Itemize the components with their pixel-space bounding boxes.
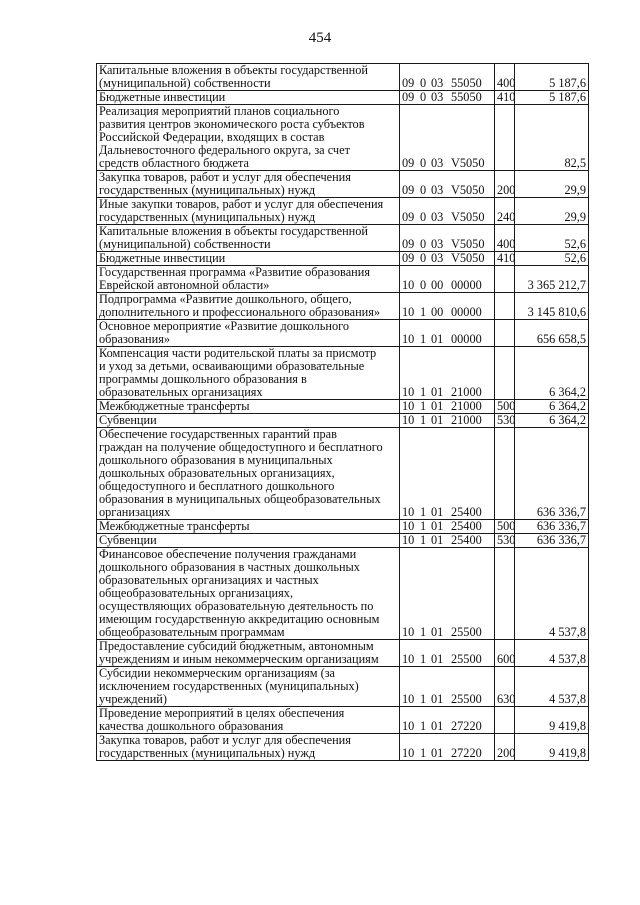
row-code bbox=[400, 534, 495, 548]
row-name: Иные закупки товаров, работ и услуг для обеспечения государственных (муниципальных) нужд bbox=[97, 198, 400, 225]
code-csr: 25500 bbox=[451, 692, 482, 706]
table-row bbox=[97, 91, 589, 105]
row-code bbox=[400, 266, 495, 293]
code-pr: 0 bbox=[420, 90, 427, 104]
code-csr: 27220 bbox=[451, 719, 482, 733]
code-csr: 27220 bbox=[451, 746, 482, 760]
row-amount: 82,5 bbox=[515, 105, 589, 171]
row-expense-type: 200 bbox=[495, 734, 515, 761]
row-amount: 4 537,8 bbox=[515, 640, 589, 667]
row-expense-type: 240 bbox=[495, 198, 515, 225]
row-amount: 6 364,2 bbox=[515, 414, 589, 428]
table-row bbox=[97, 293, 589, 320]
row-amount: 636 336,7 bbox=[515, 520, 589, 534]
row-amount: 52,6 bbox=[515, 225, 589, 252]
table-row bbox=[97, 414, 589, 428]
row-amount: 29,9 bbox=[515, 198, 589, 225]
row-name: Капитальные вложения в объекты государственной (муниципальной) собственности bbox=[97, 64, 400, 91]
row-code bbox=[400, 105, 495, 171]
code-rz: 10 bbox=[402, 692, 415, 706]
row-code bbox=[400, 640, 495, 667]
row-amount: 656 658,5 bbox=[515, 320, 589, 347]
page-number: 454 bbox=[308, 30, 332, 46]
code-pr: 1 bbox=[420, 692, 427, 706]
budget-table-body bbox=[97, 64, 589, 761]
code-pr: 1 bbox=[420, 399, 427, 413]
row-name: Межбюджетные трансферты bbox=[97, 400, 400, 414]
row-name: Обеспечение государственных гарантий прав граждан на получение общедоступного и бесплатного дошкольного образования в муниципальных дошкольных образовательных организациях, общедоступного и бесплатного дошкольного образования в муниципальных общеобразовательных организациях bbox=[97, 428, 400, 520]
code-csr: 21000 bbox=[451, 413, 482, 427]
row-name: Субвенции bbox=[97, 414, 400, 428]
code-pr: 1 bbox=[420, 625, 427, 639]
row-name: Бюджетные инвестиции bbox=[97, 91, 400, 105]
code-csr: 25400 bbox=[451, 519, 482, 533]
code-sp: 01 bbox=[431, 719, 444, 733]
code-csr: 25500 bbox=[451, 652, 482, 666]
budget-table bbox=[96, 63, 589, 761]
row-code bbox=[400, 293, 495, 320]
code-pr: 1 bbox=[420, 533, 427, 547]
row-code bbox=[400, 171, 495, 198]
code-pr: 1 bbox=[420, 305, 427, 319]
code-sp: 00 bbox=[431, 278, 444, 292]
code-pr: 0 bbox=[420, 76, 427, 90]
table-row bbox=[97, 548, 589, 640]
code-pr: 0 bbox=[420, 251, 427, 265]
table-row bbox=[97, 64, 589, 91]
row-amount: 636 336,7 bbox=[515, 534, 589, 548]
code-rz: 10 bbox=[402, 505, 415, 519]
row-code bbox=[400, 64, 495, 91]
code-rz: 10 bbox=[402, 746, 415, 760]
row-expense-type: 200 bbox=[495, 171, 515, 198]
code-pr: 1 bbox=[420, 719, 427, 733]
code-rz: 09 bbox=[402, 183, 415, 197]
code-sp: 01 bbox=[431, 533, 444, 547]
row-expense-type: 530 bbox=[495, 534, 515, 548]
code-csr: 00000 bbox=[451, 278, 482, 292]
row-code bbox=[400, 320, 495, 347]
code-rz: 09 bbox=[402, 90, 415, 104]
table-row bbox=[97, 400, 589, 414]
row-code bbox=[400, 400, 495, 414]
code-pr: 0 bbox=[420, 156, 427, 170]
code-csr: 25500 bbox=[451, 625, 482, 639]
row-code bbox=[400, 225, 495, 252]
row-amount: 6 364,2 bbox=[515, 347, 589, 400]
row-code bbox=[400, 198, 495, 225]
row-expense-type bbox=[495, 293, 515, 320]
row-expense-type: 530 bbox=[495, 414, 515, 428]
row-name: Основное мероприятие «Развитие дошкольного образования» bbox=[97, 320, 400, 347]
code-sp: 01 bbox=[431, 652, 444, 666]
row-expense-type: 500 bbox=[495, 520, 515, 534]
row-name: Капитальные вложения в объекты государственной (муниципальной) собственности bbox=[97, 225, 400, 252]
code-rz: 10 bbox=[402, 413, 415, 427]
row-expense-type bbox=[495, 428, 515, 520]
code-pr: 0 bbox=[420, 278, 427, 292]
table-row bbox=[97, 707, 589, 734]
code-csr: V5050 bbox=[451, 156, 485, 170]
code-pr: 1 bbox=[420, 505, 427, 519]
code-pr: 1 bbox=[420, 519, 427, 533]
row-expense-type bbox=[495, 548, 515, 640]
code-sp: 01 bbox=[431, 332, 444, 346]
code-csr: 21000 bbox=[451, 385, 482, 399]
row-amount: 29,9 bbox=[515, 171, 589, 198]
code-pr: 0 bbox=[420, 183, 427, 197]
code-sp: 01 bbox=[431, 519, 444, 533]
table-row bbox=[97, 171, 589, 198]
row-expense-type: 410 bbox=[495, 252, 515, 266]
code-pr: 0 bbox=[420, 210, 427, 224]
row-name: Закупка товаров, работ и услуг для обеспечения государственных (муниципальных) нужд bbox=[97, 171, 400, 198]
row-name: Закупка товаров, работ и услуг для обеспечения государственных (муниципальных) нужд bbox=[97, 734, 400, 761]
row-code bbox=[400, 428, 495, 520]
table-row bbox=[97, 428, 589, 520]
row-expense-type bbox=[495, 347, 515, 400]
code-pr: 1 bbox=[420, 385, 427, 399]
row-amount: 6 364,2 bbox=[515, 400, 589, 414]
code-rz: 10 bbox=[402, 305, 415, 319]
row-code bbox=[400, 252, 495, 266]
row-expense-type bbox=[495, 266, 515, 293]
row-amount: 5 187,6 bbox=[515, 91, 589, 105]
row-name: Субвенции bbox=[97, 534, 400, 548]
table-row bbox=[97, 225, 589, 252]
row-amount: 9 419,8 bbox=[515, 734, 589, 761]
code-csr: V5050 bbox=[451, 251, 485, 265]
row-amount: 4 537,8 bbox=[515, 667, 589, 707]
row-name: Реализация мероприятий планов социального развития центров экономического роста субъектов Российской Федерации, входящих в состав Дальневосточного федерального округа, за счет средств областного бюджета bbox=[97, 105, 400, 171]
row-expense-type: 500 bbox=[495, 400, 515, 414]
row-code bbox=[400, 347, 495, 400]
row-code bbox=[400, 91, 495, 105]
code-sp: 03 bbox=[431, 210, 444, 224]
row-amount: 5 187,6 bbox=[515, 64, 589, 91]
code-csr: 25400 bbox=[451, 505, 482, 519]
row-amount: 3 365 212,7 bbox=[515, 266, 589, 293]
code-rz: 09 bbox=[402, 237, 415, 251]
row-code bbox=[400, 734, 495, 761]
code-csr: 00000 bbox=[451, 332, 482, 346]
code-pr: 1 bbox=[420, 332, 427, 346]
row-code bbox=[400, 520, 495, 534]
row-name: Бюджетные инвестиции bbox=[97, 252, 400, 266]
row-code bbox=[400, 414, 495, 428]
row-expense-type bbox=[495, 105, 515, 171]
code-sp: 03 bbox=[431, 237, 444, 251]
table-row bbox=[97, 266, 589, 293]
code-sp: 01 bbox=[431, 399, 444, 413]
code-rz: 09 bbox=[402, 76, 415, 90]
row-name: Проведение мероприятий в целях обеспечения качества дошкольного образования bbox=[97, 707, 400, 734]
row-name: Межбюджетные трансферты bbox=[97, 520, 400, 534]
code-sp: 03 bbox=[431, 156, 444, 170]
row-amount: 4 537,8 bbox=[515, 548, 589, 640]
code-sp: 03 bbox=[431, 251, 444, 265]
table-row bbox=[97, 105, 589, 171]
code-sp: 01 bbox=[431, 746, 444, 760]
row-amount: 636 336,7 bbox=[515, 428, 589, 520]
code-rz: 10 bbox=[402, 519, 415, 533]
code-rz: 09 bbox=[402, 251, 415, 265]
code-sp: 01 bbox=[431, 385, 444, 399]
row-code bbox=[400, 548, 495, 640]
code-pr: 1 bbox=[420, 413, 427, 427]
row-amount: 9 419,8 bbox=[515, 707, 589, 734]
row-code bbox=[400, 707, 495, 734]
code-sp: 03 bbox=[431, 90, 444, 104]
row-name: Субсидии некоммерческим организациям (за исключением государственных (муниципальных) учреждений) bbox=[97, 667, 400, 707]
table-row bbox=[97, 320, 589, 347]
code-sp: 03 bbox=[431, 183, 444, 197]
row-expense-type: 400 bbox=[495, 225, 515, 252]
code-rz: 10 bbox=[402, 385, 415, 399]
row-expense-type bbox=[495, 707, 515, 734]
code-rz: 10 bbox=[402, 719, 415, 733]
row-expense-type: 410 bbox=[495, 91, 515, 105]
code-rz: 10 bbox=[402, 625, 415, 639]
code-rz: 09 bbox=[402, 210, 415, 224]
row-name: Предоставление субсидий бюджетным, автономным учреждениям и иным некоммерческим организациям bbox=[97, 640, 400, 667]
code-sp: 01 bbox=[431, 505, 444, 519]
table-row bbox=[97, 198, 589, 225]
code-pr: 1 bbox=[420, 652, 427, 666]
table-row bbox=[97, 347, 589, 400]
row-name: Подпрограмма «Развитие дошкольного, общего, дополнительного и профессионального образования» bbox=[97, 293, 400, 320]
row-code bbox=[400, 667, 495, 707]
row-expense-type: 600 bbox=[495, 640, 515, 667]
code-sp: 01 bbox=[431, 625, 444, 639]
row-expense-type bbox=[495, 320, 515, 347]
code-sp: 01 bbox=[431, 413, 444, 427]
code-csr: 00000 bbox=[451, 305, 482, 319]
code-csr: V5050 bbox=[451, 237, 485, 251]
code-csr: V5050 bbox=[451, 183, 485, 197]
row-amount: 3 145 810,6 bbox=[515, 293, 589, 320]
code-sp: 03 bbox=[431, 76, 444, 90]
row-name: Государственная программа «Развитие образования Еврейской автономной области» bbox=[97, 266, 400, 293]
code-csr: 55050 bbox=[451, 90, 482, 104]
code-pr: 1 bbox=[420, 746, 427, 760]
code-rz: 10 bbox=[402, 332, 415, 346]
table-row bbox=[97, 252, 589, 266]
code-rz: 10 bbox=[402, 533, 415, 547]
table-row bbox=[97, 534, 589, 548]
code-csr: V5050 bbox=[451, 210, 485, 224]
code-csr: 55050 bbox=[451, 76, 482, 90]
code-rz: 10 bbox=[402, 278, 415, 292]
code-sp: 00 bbox=[431, 305, 444, 319]
row-amount: 52,6 bbox=[515, 252, 589, 266]
table-row bbox=[97, 520, 589, 534]
code-rz: 09 bbox=[402, 156, 415, 170]
code-csr: 25400 bbox=[451, 533, 482, 547]
code-rz: 10 bbox=[402, 399, 415, 413]
row-expense-type: 630 bbox=[495, 667, 515, 707]
table-row bbox=[97, 734, 589, 761]
code-csr: 21000 bbox=[451, 399, 482, 413]
code-rz: 10 bbox=[402, 652, 415, 666]
table-row bbox=[97, 640, 589, 667]
code-sp: 01 bbox=[431, 692, 444, 706]
code-pr: 0 bbox=[420, 237, 427, 251]
row-expense-type: 400 bbox=[495, 64, 515, 91]
table-row bbox=[97, 667, 589, 707]
row-name: Финансовое обеспечение получения гражданами дошкольного образования в частных дошкольных образовательных организациях и частных общеобразовательных организациях, осуществляющих образовательную деятельность по имеющим государственную аккредитацию основным общеобразовательным программам bbox=[97, 548, 400, 640]
row-name: Компенсация части родительской платы за присмотр и уход за детьми, осваивающими образовательные программы дошкольного образования в образовательных организациях bbox=[97, 347, 400, 400]
